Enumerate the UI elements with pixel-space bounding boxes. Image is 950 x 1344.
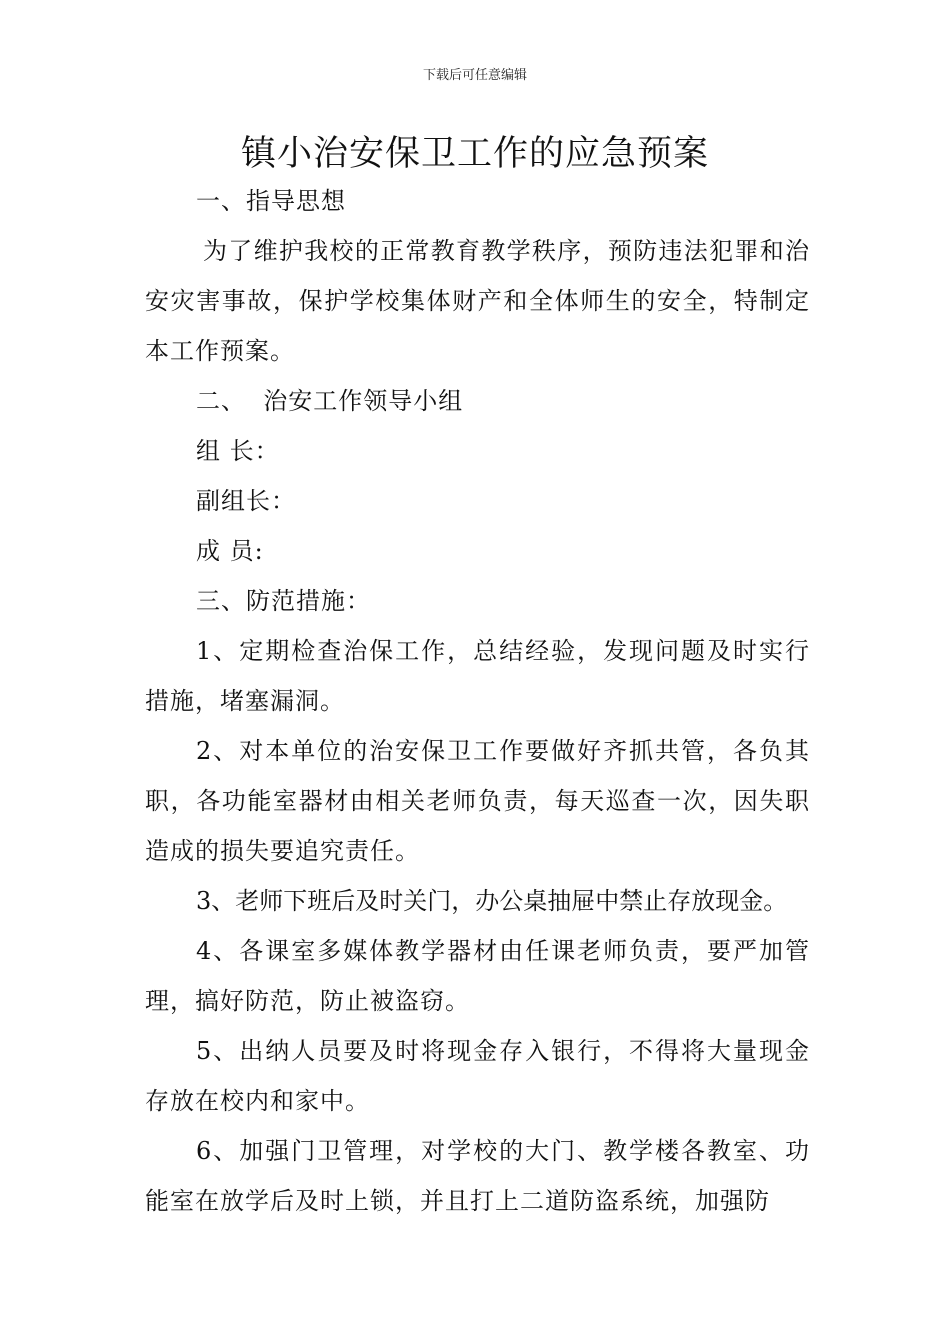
section-heading-guiding-thought: 一、指导思想 bbox=[196, 187, 346, 215]
measure-item-6: 6、加强门卫管理，对学校的大门、教学楼各教室、功能室在放学后及时上锁，并且打上二道防盗系统，加强防 bbox=[145, 1137, 810, 1215]
paragraph-purpose: 为了维护我校的正常教育教学秩序，预防违法犯罪和治安灾害事故，保护学校集体财产和全体师生的安全，特制定本工作预案。 bbox=[145, 237, 810, 365]
measure-item-4: 4、各课室多媒体教学器材由任课老师负责，要严加管理，搞好防范，防止被盗窃。 bbox=[145, 937, 810, 1015]
header-note: 下载后可任意编辑 bbox=[422, 68, 527, 83]
deputy-leader-line: 副组长： bbox=[196, 487, 296, 515]
measure-item-5: 5、出纳人员要及时将现金存入银行，不得将大量现金存放在校内和家中。 bbox=[145, 1037, 810, 1115]
members-line: 成 员: bbox=[196, 537, 264, 565]
section-heading-measures: 三、防范措施： bbox=[196, 587, 371, 615]
group-leader-line: 组 长： bbox=[196, 437, 280, 465]
measure-item-3: 3、老师下班后及时关门，办公桌抽屉中禁止存放现金。 bbox=[196, 887, 788, 915]
document-body bbox=[145, 176, 810, 1226]
measure-item-2: 2、对本单位的治安保卫工作要做好齐抓共管，各负其职，各功能室器材由相关老师负责，每天巡查一次，因失职造成的损失要追究责任。 bbox=[145, 737, 810, 865]
section-heading-leadership-group: 二、 治安工作领导小组 bbox=[196, 387, 464, 415]
document-title: 镇小治安保卫工作的应急预案 bbox=[240, 134, 709, 174]
measure-item-1: 1、定期检查治保工作，总结经验，发现问题及时实行措施，堵塞漏洞。 bbox=[145, 637, 810, 715]
